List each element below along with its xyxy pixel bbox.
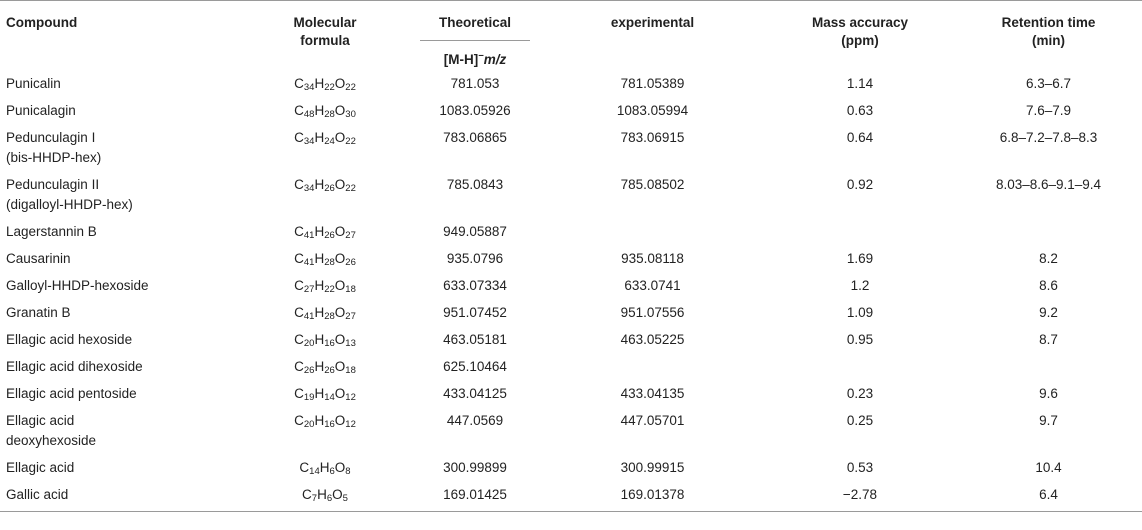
cell-experimental — [540, 352, 765, 379]
header-theoretical-title: Theoretical — [420, 14, 530, 41]
cell-theoretical: 785.0843 — [446, 177, 504, 192]
cell-retention-time: 8.7 — [1039, 332, 1058, 347]
header-theoretical-unit: [M-H]−m/z — [443, 50, 507, 67]
table-row — [0, 352, 1142, 379]
cell-formula: $C_{41}H_{26}O_{27}$ — [294, 224, 356, 241]
cell-mass-accuracy: 0.63 — [846, 103, 874, 118]
cell-experimental: 169.01378 — [540, 480, 765, 512]
cell-theoretical: 447.0569 — [446, 413, 504, 428]
header-formula: Molecular formula — [240, 1, 410, 70]
table-header — [0, 1, 1142, 70]
cell-mass-accuracy — [765, 352, 955, 379]
table-row — [0, 96, 1142, 123]
cell-retention-time: 8.03–8.6–9.1–9.4 — [995, 177, 1102, 192]
cell-formula: $C_{34}H_{22}O_{22}$ — [294, 76, 356, 93]
cell-theoretical: 1083.05926 — [439, 103, 511, 118]
cell-retention-time: 9.7 — [1039, 413, 1058, 428]
cell-compound: Pedunculagin II (digalloyl-HHDP-hex) — [6, 177, 133, 212]
cell-formula: $C_{34}H_{24}O_{22}$ — [294, 130, 356, 147]
cell-formula: $C_7H_6O_5$ — [240, 480, 410, 512]
header-retention-time: Retention time (min) — [955, 1, 1142, 70]
cell-retention-time: 8.6 — [1039, 278, 1058, 293]
cell-formula: $C_{48}H_{28}O_{30}$ — [294, 103, 356, 120]
cell-formula: $C_{19}H_{14}O_{12}$ — [294, 386, 356, 403]
cell-mass-accuracy: 1.69 — [846, 251, 874, 266]
cell-retention-time: 6.8–7.2–7.8–8.3 — [999, 130, 1098, 145]
cell-mass-accuracy: −2.78 — [765, 480, 955, 512]
cell-experimental: 781.05389 — [620, 76, 685, 91]
cell-compound: Lagerstannin B — [6, 224, 97, 239]
cell-retention-time: 8.2 — [1039, 251, 1058, 266]
cell-mass-accuracy: 1.2 — [850, 278, 870, 293]
cell-experimental: 935.08118 — [621, 251, 684, 266]
cell-formula: $C_{41}H_{28}O_{27}$ — [294, 305, 356, 322]
cell-experimental: 1083.05994 — [616, 103, 689, 118]
table-row — [0, 217, 1142, 244]
table-row — [0, 271, 1142, 298]
cell-formula: $C_{20}H_{16}O_{12}$ — [294, 413, 356, 430]
table-body — [0, 69, 1142, 512]
table-row — [0, 170, 1142, 217]
cell-retention-time: 6.4 — [955, 480, 1142, 512]
cell-compound: Causarinin — [6, 251, 71, 266]
table-row — [0, 69, 1142, 96]
cell-compound: Ellagic acid — [6, 460, 75, 475]
cell-mass-accuracy: 0.23 — [846, 386, 874, 401]
cell-experimental: 447.05701 — [620, 413, 685, 428]
table-row — [0, 298, 1142, 325]
table-row — [0, 244, 1142, 271]
cell-retention-time: 9.2 — [1039, 305, 1058, 320]
cell-compound: Ellagic acid hexoside — [6, 332, 133, 347]
cell-formula: $C_{20}H_{16}O_{13}$ — [294, 332, 356, 349]
table-row — [0, 379, 1142, 406]
cell-mass-accuracy: 0.25 — [846, 413, 874, 428]
cell-experimental — [540, 217, 765, 244]
cell-formula: $C_{27}H_{22}O_{18}$ — [294, 278, 356, 295]
cell-formula: $C_{34}H_{26}O_{22}$ — [294, 177, 356, 194]
cell-theoretical: 783.06865 — [443, 130, 507, 145]
cell-experimental: 633.0741 — [624, 278, 681, 293]
cell-mass-accuracy: 0.95 — [846, 332, 874, 347]
cell-formula: $C_{26}H_{26}O_{18}$ — [294, 359, 356, 376]
cell-mass-accuracy: 0.92 — [846, 177, 874, 192]
cell-compound: Punicalagin — [6, 103, 76, 118]
cell-retention-time: 7.6–7.9 — [1025, 103, 1072, 118]
cell-theoretical: 781.053 — [450, 76, 500, 91]
cell-compound: Pedunculagin I (bis-HHDP-hex) — [6, 130, 102, 165]
cell-retention-time — [955, 352, 1142, 379]
table-row — [0, 325, 1142, 352]
cell-experimental: 463.05225 — [620, 332, 685, 347]
cell-theoretical: 169.01425 — [410, 480, 540, 512]
cell-compound: Ellagic acid pentoside — [6, 386, 137, 401]
header-mass-accuracy: Mass accuracy (ppm) — [765, 1, 955, 70]
cell-experimental: 785.08502 — [620, 177, 685, 192]
header-theoretical — [410, 1, 540, 70]
cell-compound: Galloyl-HHDP-hexoside — [6, 278, 149, 293]
cell-experimental: 783.06915 — [620, 130, 685, 145]
cell-compound: Punicalin — [6, 76, 61, 91]
cell-theoretical: 949.05887 — [443, 224, 507, 239]
cell-theoretical: 463.05181 — [443, 332, 507, 347]
cell-experimental: 951.07556 — [620, 305, 685, 320]
cell-theoretical: 300.99899 — [443, 460, 507, 475]
table-row — [0, 123, 1142, 170]
cell-mass-accuracy: 0.53 — [846, 460, 874, 475]
cell-compound: Granatin B — [6, 305, 71, 320]
cell-retention-time: 6.3–6.7 — [1025, 76, 1072, 91]
cell-formula: $C_{41}H_{28}O_{26}$ — [294, 251, 356, 268]
cell-mass-accuracy: 1.09 — [846, 305, 874, 320]
cell-formula: $C_{14}H_6O_8$ — [299, 460, 351, 477]
cell-retention-time — [955, 217, 1142, 244]
table-row — [0, 480, 1142, 512]
cell-compound: Ellagic acid dihexoside — [6, 359, 143, 374]
cell-theoretical: 951.07452 — [443, 305, 507, 320]
cell-experimental: 300.99915 — [620, 460, 685, 475]
cell-retention-time: 10.4 — [1035, 460, 1062, 475]
cell-theoretical: 935.0796 — [446, 251, 504, 266]
cell-compound: Ellagic acid deoxyhexoside — [6, 413, 97, 448]
cell-experimental: 433.04135 — [620, 386, 685, 401]
cell-mass-accuracy: 1.14 — [846, 76, 874, 91]
cell-theoretical: 433.04125 — [443, 386, 507, 401]
cell-compound: Gallic acid — [0, 480, 240, 512]
cell-mass-accuracy — [765, 217, 955, 244]
header-experimental: experimental — [540, 1, 765, 70]
cell-mass-accuracy: 0.64 — [846, 130, 874, 145]
header-compound: Compound — [0, 1, 240, 70]
cell-theoretical: 625.10464 — [443, 359, 507, 374]
table-row — [0, 406, 1142, 453]
table-row — [0, 453, 1142, 480]
cell-theoretical: 633.07334 — [443, 278, 507, 293]
cell-retention-time: 9.6 — [1039, 386, 1058, 401]
